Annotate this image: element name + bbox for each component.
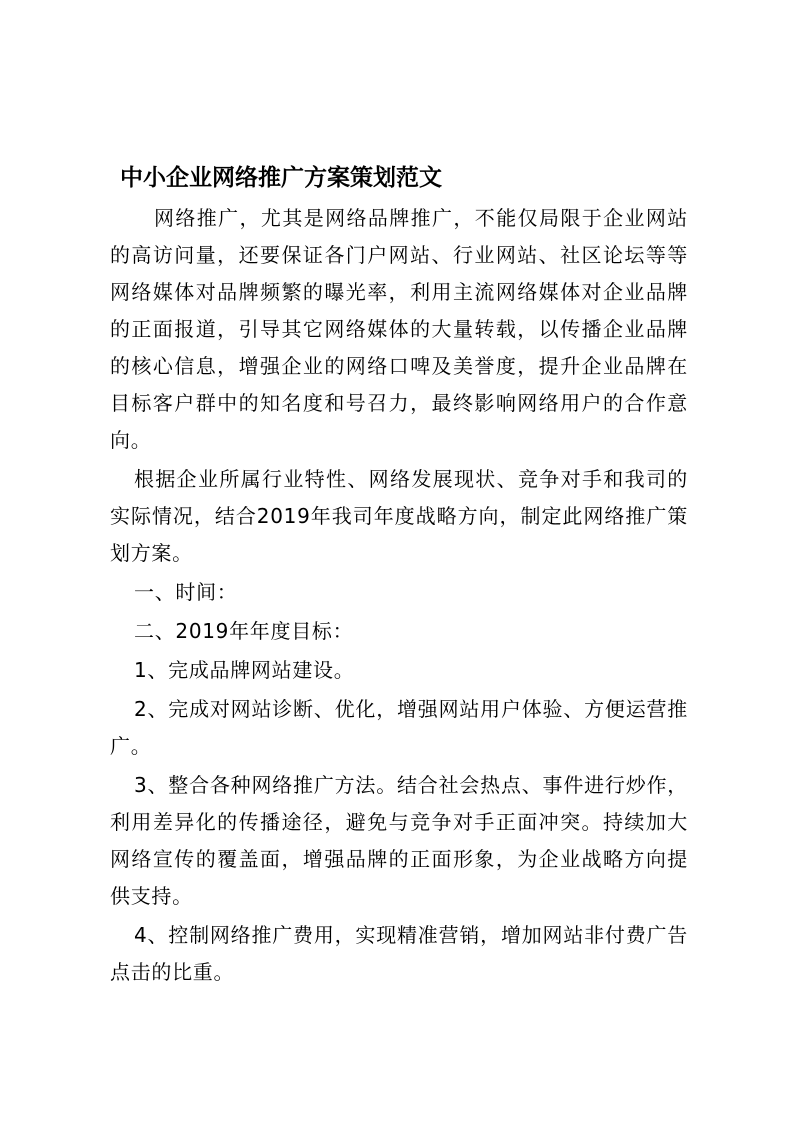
paragraph-background: 根据企业所属行业特性、网络发展现状、竞争对手和我司的实际情况，结合2019年我司年度战略方向，制定此网络推广策划方案。 xyxy=(110,467,688,565)
goal-item-2: 2、完成对网站诊断、优化，增强网站用户体验、方便运营推广。 xyxy=(110,697,688,758)
goal-item-1: 1、完成品牌网站建设。 xyxy=(134,658,355,682)
document-body xyxy=(110,200,688,991)
section-heading-time: 一、时间： xyxy=(134,580,238,604)
paragraph-intro: 网络推广，尤其是网络品牌推广，不能仅局限于企业网站的高访问量，还要保证各门户网站、行业网站、社区论坛等等网络媒体对品牌频繁的曝光率，利用主流网络媒体对企业品牌的正面报道，引导其它网络媒体的大量转载，以传播企业品牌的核心信息，增强企业的网络口啤及美誉度，提升企业品牌在目标客户群中的知名度和号召力，最终影响网络用户的合作意向。 xyxy=(110,206,688,452)
document-title: 中小企业网络推广方案策划范文 xyxy=(120,164,442,191)
section-heading-goals: 二、2019年年度目标： xyxy=(134,619,354,643)
goal-item-3: 3、整合各种网络推广方法。结合社会热点、事件进行炒作，利用差异化的传播途径，避免与竞争对手正面冲突。持续加大网络宣传的覆盖面，增强品牌的正面形象，为企业战略方向提供支持。 xyxy=(110,773,688,908)
goal-item-4: 4、控制网络推广费用，实现精准营销，增加网站非付费广告点击的比重。 xyxy=(110,923,688,984)
